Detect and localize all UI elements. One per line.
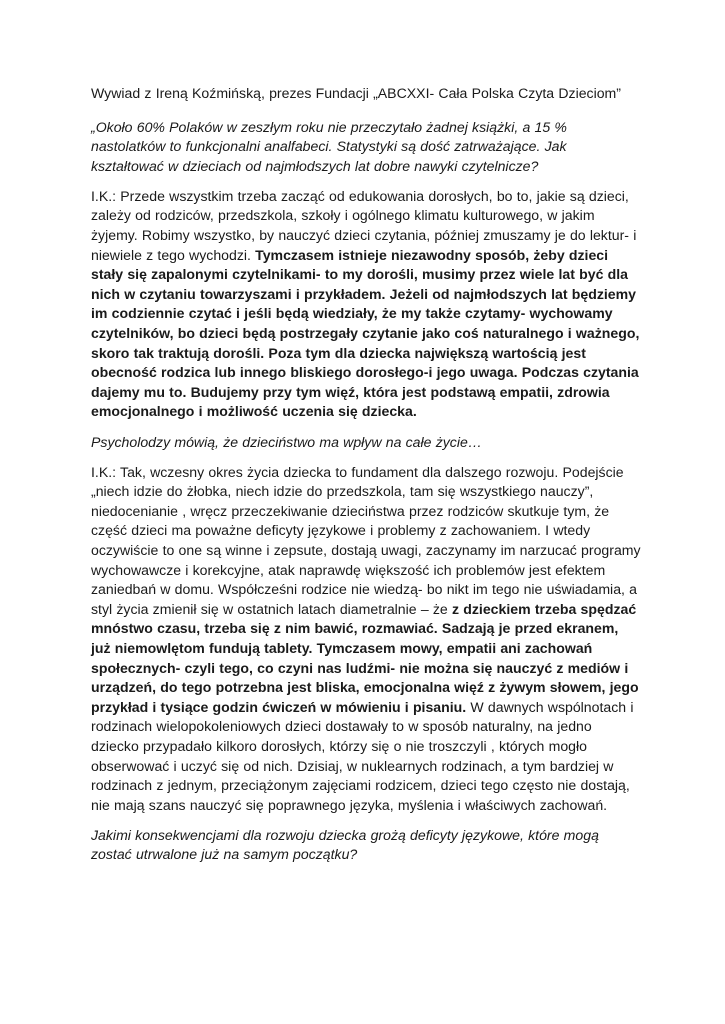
answer-2-bold: z dzieckiem trzeba spędzać mnóstwo czasu, trzeba się z nim bawić, rozmawiać. Sadzają je przed ekranem, już niemowlętom fundują tablety. Tymczasem mowy, empatii ani zachowań społecznych- czyli tego, co czyni nas ludźmi- nie można się nauczyć z mediów i urządzeń, do tego potrzebna jest bliska, emocjonalna więź z żywym słowem, jego przykład i tysiące godzin ćwiczeń w mówieniu i pisaniu.: [91, 600, 639, 715]
answer-2-text-end: W dawnych wspólnotach i rodzinach wielopokoleniowych dzieci dostawały to w sposób naturalny, na jedno dziecko przypadało kilkoro dorosłych, którzy się o nie troszczyli , których mogło obserwować i uczyć się od nich. Dzisiaj, w nuklearnych rodzinach, a tym bardziej w rodzinach z jednym, przeciążonym zajęciami rodzicem, dzieci tego często nie dostają, nie mają szans nauczyć się poprawnego języka, myślenia i właściwych zachowań.: [91, 698, 634, 813]
question-2: Psycholodzy mówią, że dzieciństwo ma wpływ na całe życie…: [91, 433, 482, 450]
answer-1-text: I.K.: Przede wszystkim trzeba zacząć od edukowania dorosłych, bo to, jakie są dzieci, zależy od rodziców, przedszkola, szkoły i ogólnego klimatu kulturowego, w jakim żyjemy. Robimy wszystko, by nauczyć dzieci czytania, później zmuszamy je do lektur- i niewiele z tego wychodzi.: [91, 187, 637, 263]
question-1: „Około 60% Polaków w zeszłym roku nie przeczytało żadnej książki, a 15 % nastolatków to funkcjonalni analfabeci. Statystyki są dość zatrważające. Jak kształtować w dzieciach od najmłodszych lat dobre nawyki czytelnicze?: [91, 118, 567, 174]
interview-title: Wywiad z Ireną Koźmińską, prezes Fundacji „ABCXXI- Cała Polska Czyta Dzieciom”: [91, 85, 621, 101]
answer-1: [91, 187, 641, 422]
answer-2: [91, 463, 641, 816]
answer-1-bold: Tymczasem istnieje niezawodny sposób, żeby dzieci stały się zapalonymi czytelnikami- to my dorośli, musimy przez wiele lat być dla nich w czytaniu towarzyszami i przykładem. Jeżeli od najmłodszych lat będziemy im codziennie czytać i jeśli będą wiedziały, że my także czytamy- wychowamy czytelników, bo dzieci będą postrzegały czytanie jako coś naturalnego i ważnego, skoro tak traktują dorośli. Poza tym dla dziecka największą wartością jest obecność rodzica lub innego bliskiego dorosłego-i jego uwaga. Podczas czytania dajemy mu to. Budujemy przy tym więź, która jest podstawą empatii, zdrowia emocjonalnego i możliwość uczenia się dziecka.: [91, 246, 640, 420]
question-3: Jakimi konsekwencjami dla rozwoju dziecka grożą deficyty językowe, które mogą zostać utrwalone już na samym początku?: [91, 826, 599, 863]
answer-2-text-start: I.K.: Tak, wczesny okres życia dziecka to fundament dla dalszego rozwoju. Podejście „niech idzie do żłobka, niech idzie do przedszkola, tam się wszystkiego nauczy”, niedocenianie , wręcz przeczekiwanie dzieciństwa przez rodziców skutkuje tym, że część dzieci ma poważne deficyty językowe i problemy z zachowaniem. I wtedy oczywiście to one są winne i zepsute, dostają uwagi, zaczynamy im narzucać programy wychowawcze i korekcyjne, atak naprawdę większość ich problemów jest efektem zaniedbań w domu. Współcześni rodzice nie wiedzą- bo nikt im tego nie uświadamia, a styl życia zmienił się w ostatnich latach diametralnie – że: [91, 463, 641, 617]
